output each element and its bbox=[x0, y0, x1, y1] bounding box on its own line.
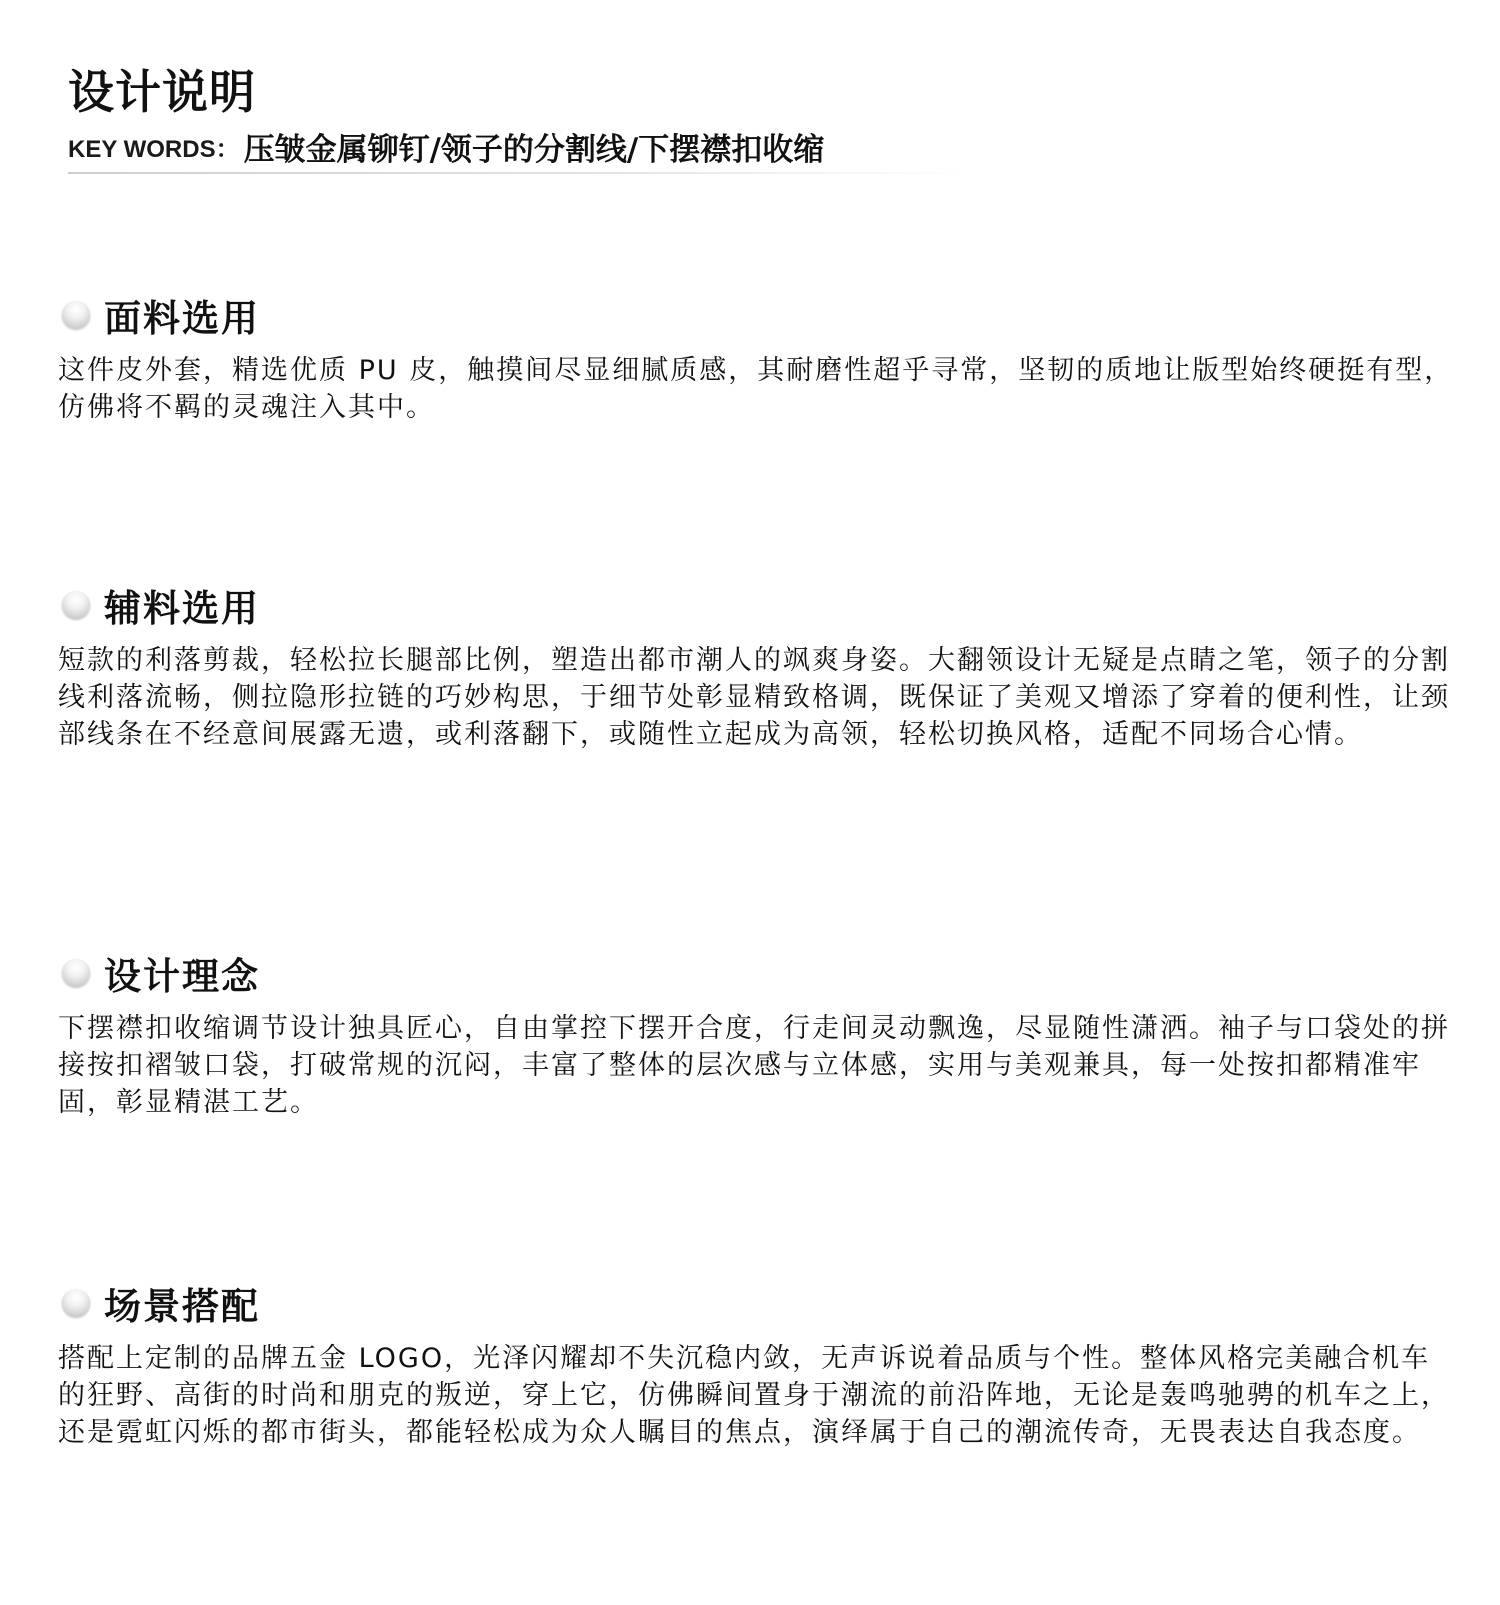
section-title: 场景搭配 bbox=[104, 1285, 260, 1328]
section-heading bbox=[58, 946, 1458, 1000]
keywords-divider bbox=[68, 172, 968, 174]
section-design-concept bbox=[58, 946, 1458, 1121]
section-title: 面料选用 bbox=[104, 297, 260, 340]
section-scene-matching bbox=[58, 1276, 1458, 1451]
section-heading bbox=[58, 288, 1458, 342]
section-body: 下摆襟扣收缩调节设计独具匠心，自由掌控下摆开合度，行走间灵动飘逸，尽显随性潇洒。袖子与口袋处的拼接按扣褶皱口袋，打破常规的沉闷，丰富了整体的层次感与立体感，实用与美观兼具，每一处按扣都精准牢固，彰显精湛工艺。 bbox=[58, 1013, 1450, 1118]
section-title: 辅料选用 bbox=[104, 587, 260, 630]
keywords-label: KEY WORDS： bbox=[68, 135, 240, 163]
section-fabric bbox=[58, 288, 1458, 426]
section-body: 短款的利落剪裁，轻松拉长腿部比例，塑造出都市潮人的飒爽身姿。大翻领设计无疑是点睛之笔，领子的分割线利落流畅，侧拉隐形拉链的巧妙构思，于细节处彰显精致格调，既保证了美观又增添了穿着的便利性，让颈部线条在不经意间展露无遗，或利落翻下，或随性立起成为高领，轻松切换风格，适配不同场合心情。 bbox=[58, 645, 1450, 750]
keywords-text: 压皱金属铆钉/领子的分割线/下摆襟扣收缩 bbox=[243, 131, 825, 168]
circle-bullet-icon bbox=[62, 1289, 90, 1317]
circle-bullet-icon bbox=[62, 591, 90, 619]
section-heading bbox=[58, 578, 1458, 632]
section-heading bbox=[58, 1276, 1458, 1330]
section-accessories bbox=[58, 578, 1458, 753]
section-body: 搭配上定制的品牌五金 LOGO，光泽闪耀却不失沉稳内敛，无声诉说着品质与个性。整体风格完美融合机车的狂野、高街的时尚和朋克的叛逆，穿上它，仿佛瞬间置身于潮流的前沿阵地，无论是轰鸣驰骋的机车之上，还是霓虹闪烁的都市街头，都能轻松成为众人瞩目的焦点，演绎属于自己的潮流传奇，无畏表达自我态度。 bbox=[58, 1343, 1450, 1448]
page-header bbox=[68, 62, 968, 174]
section-body: 这件皮外套，精选优质 PU 皮，触摸间尽显细腻质感，其耐磨性超乎寻常，坚韧的质地让版型始终硬挺有型，仿佛将不羁的灵魂注入其中。 bbox=[58, 355, 1454, 423]
keywords-row bbox=[68, 124, 968, 168]
section-title: 设计理念 bbox=[104, 955, 260, 998]
circle-bullet-icon bbox=[62, 959, 90, 987]
circle-bullet-icon bbox=[62, 301, 90, 329]
page-title: 设计说明 bbox=[68, 65, 256, 119]
